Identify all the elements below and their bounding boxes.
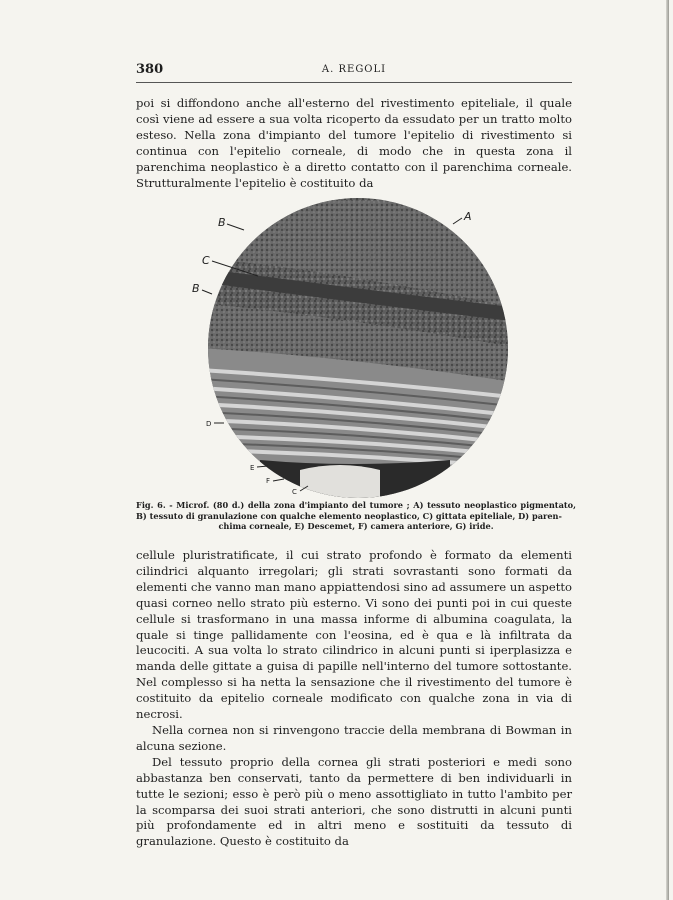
paragraph: poi si diffondono anche all'esterno del rivestimento epiteliale, il quale così viene ad essere a sua volta ricoperto da essudato per un tratto molto esteso. Nella zona d'impianto del tumore l'epitelio di rivestimento si continua con l'epitelio corneale, di modo che in questa zona il parenchima neoplastico è a diretto contatto con il parenchima corneale. Strutturalmente l'epitelio è costituito da — [136, 96, 572, 190]
label-f: F — [266, 477, 271, 485]
page-edge — [666, 0, 669, 900]
paragraph: cellule pluristratificate, il cui strato profondo è formato da elementi cilindrici alquanto irregolari; gli strati sovrastanti sono formati da elementi che vanno man mano appiattendosi sino ad assumere un aspetto quasi corneo nello strato più esterno. Vi sono dei punti poi in cui queste cellule si trasformano in una massa informe di albumina coagulata, la quale si tinge pallidamente con l'eosina, ed è qua e là infiltrata da leucociti. A sua volta lo strato cilindrico in alcuni punti si iperplasizza e manda delle gittate a guisa di papille nell'interno del tumore sottostante. Nel complesso si ha netta la sensazione che il rivestimento del tumore è costituito da epitelio corneale modificato con qualche zona in via di necrosi. — [136, 548, 572, 722]
label-e: E — [250, 464, 255, 472]
caption-line-1: Fig. 6. - Microf. (80 d.) della zona d'impianto del tumore ; A) tessuto neoplastico pigmentato, B) tessuto di granulazione con qualche elemento neoplastico, C) gittata epiteliale, D) paren- — [136, 500, 576, 521]
paragraph: Del tessuto proprio della cornea gli strati posteriori e medi sono abbastanza ben conservati, tanto da permettere di ben individuarli in tutte le sezioni; esso è però più o meno assottigliato in tutto l'ambito per la scomparsa dei suoi strati anteriori, che sono distrutti in alcuni punti più profondamente ed in altri meno e sostituiti da tessuto di granulazione. Questo è costituito da — [136, 754, 572, 849]
page-number: 380 — [136, 62, 164, 77]
micrograph-figure — [192, 198, 520, 498]
label-b-top: B — [218, 216, 226, 229]
body-text-top — [136, 96, 572, 191]
running-head-author: A. REGOLI — [321, 64, 387, 75]
label-a: A — [464, 210, 472, 223]
figure-caption — [136, 500, 576, 532]
label-d: D — [206, 420, 212, 428]
caption-line-2: chima corneale, E) Descemet, F) camera anteriore, G) iride. — [218, 521, 494, 531]
body-text-bottom — [136, 548, 572, 850]
label-c-bottom: C — [292, 488, 297, 496]
label-b-mid: B — [192, 282, 200, 295]
running-header — [136, 62, 572, 83]
micrograph-image — [192, 198, 520, 498]
paragraph: Nella cornea non si rinvengono traccie della membrana di Bowman in alcuna sezione. — [136, 722, 572, 753]
label-c-top: C — [202, 254, 210, 267]
